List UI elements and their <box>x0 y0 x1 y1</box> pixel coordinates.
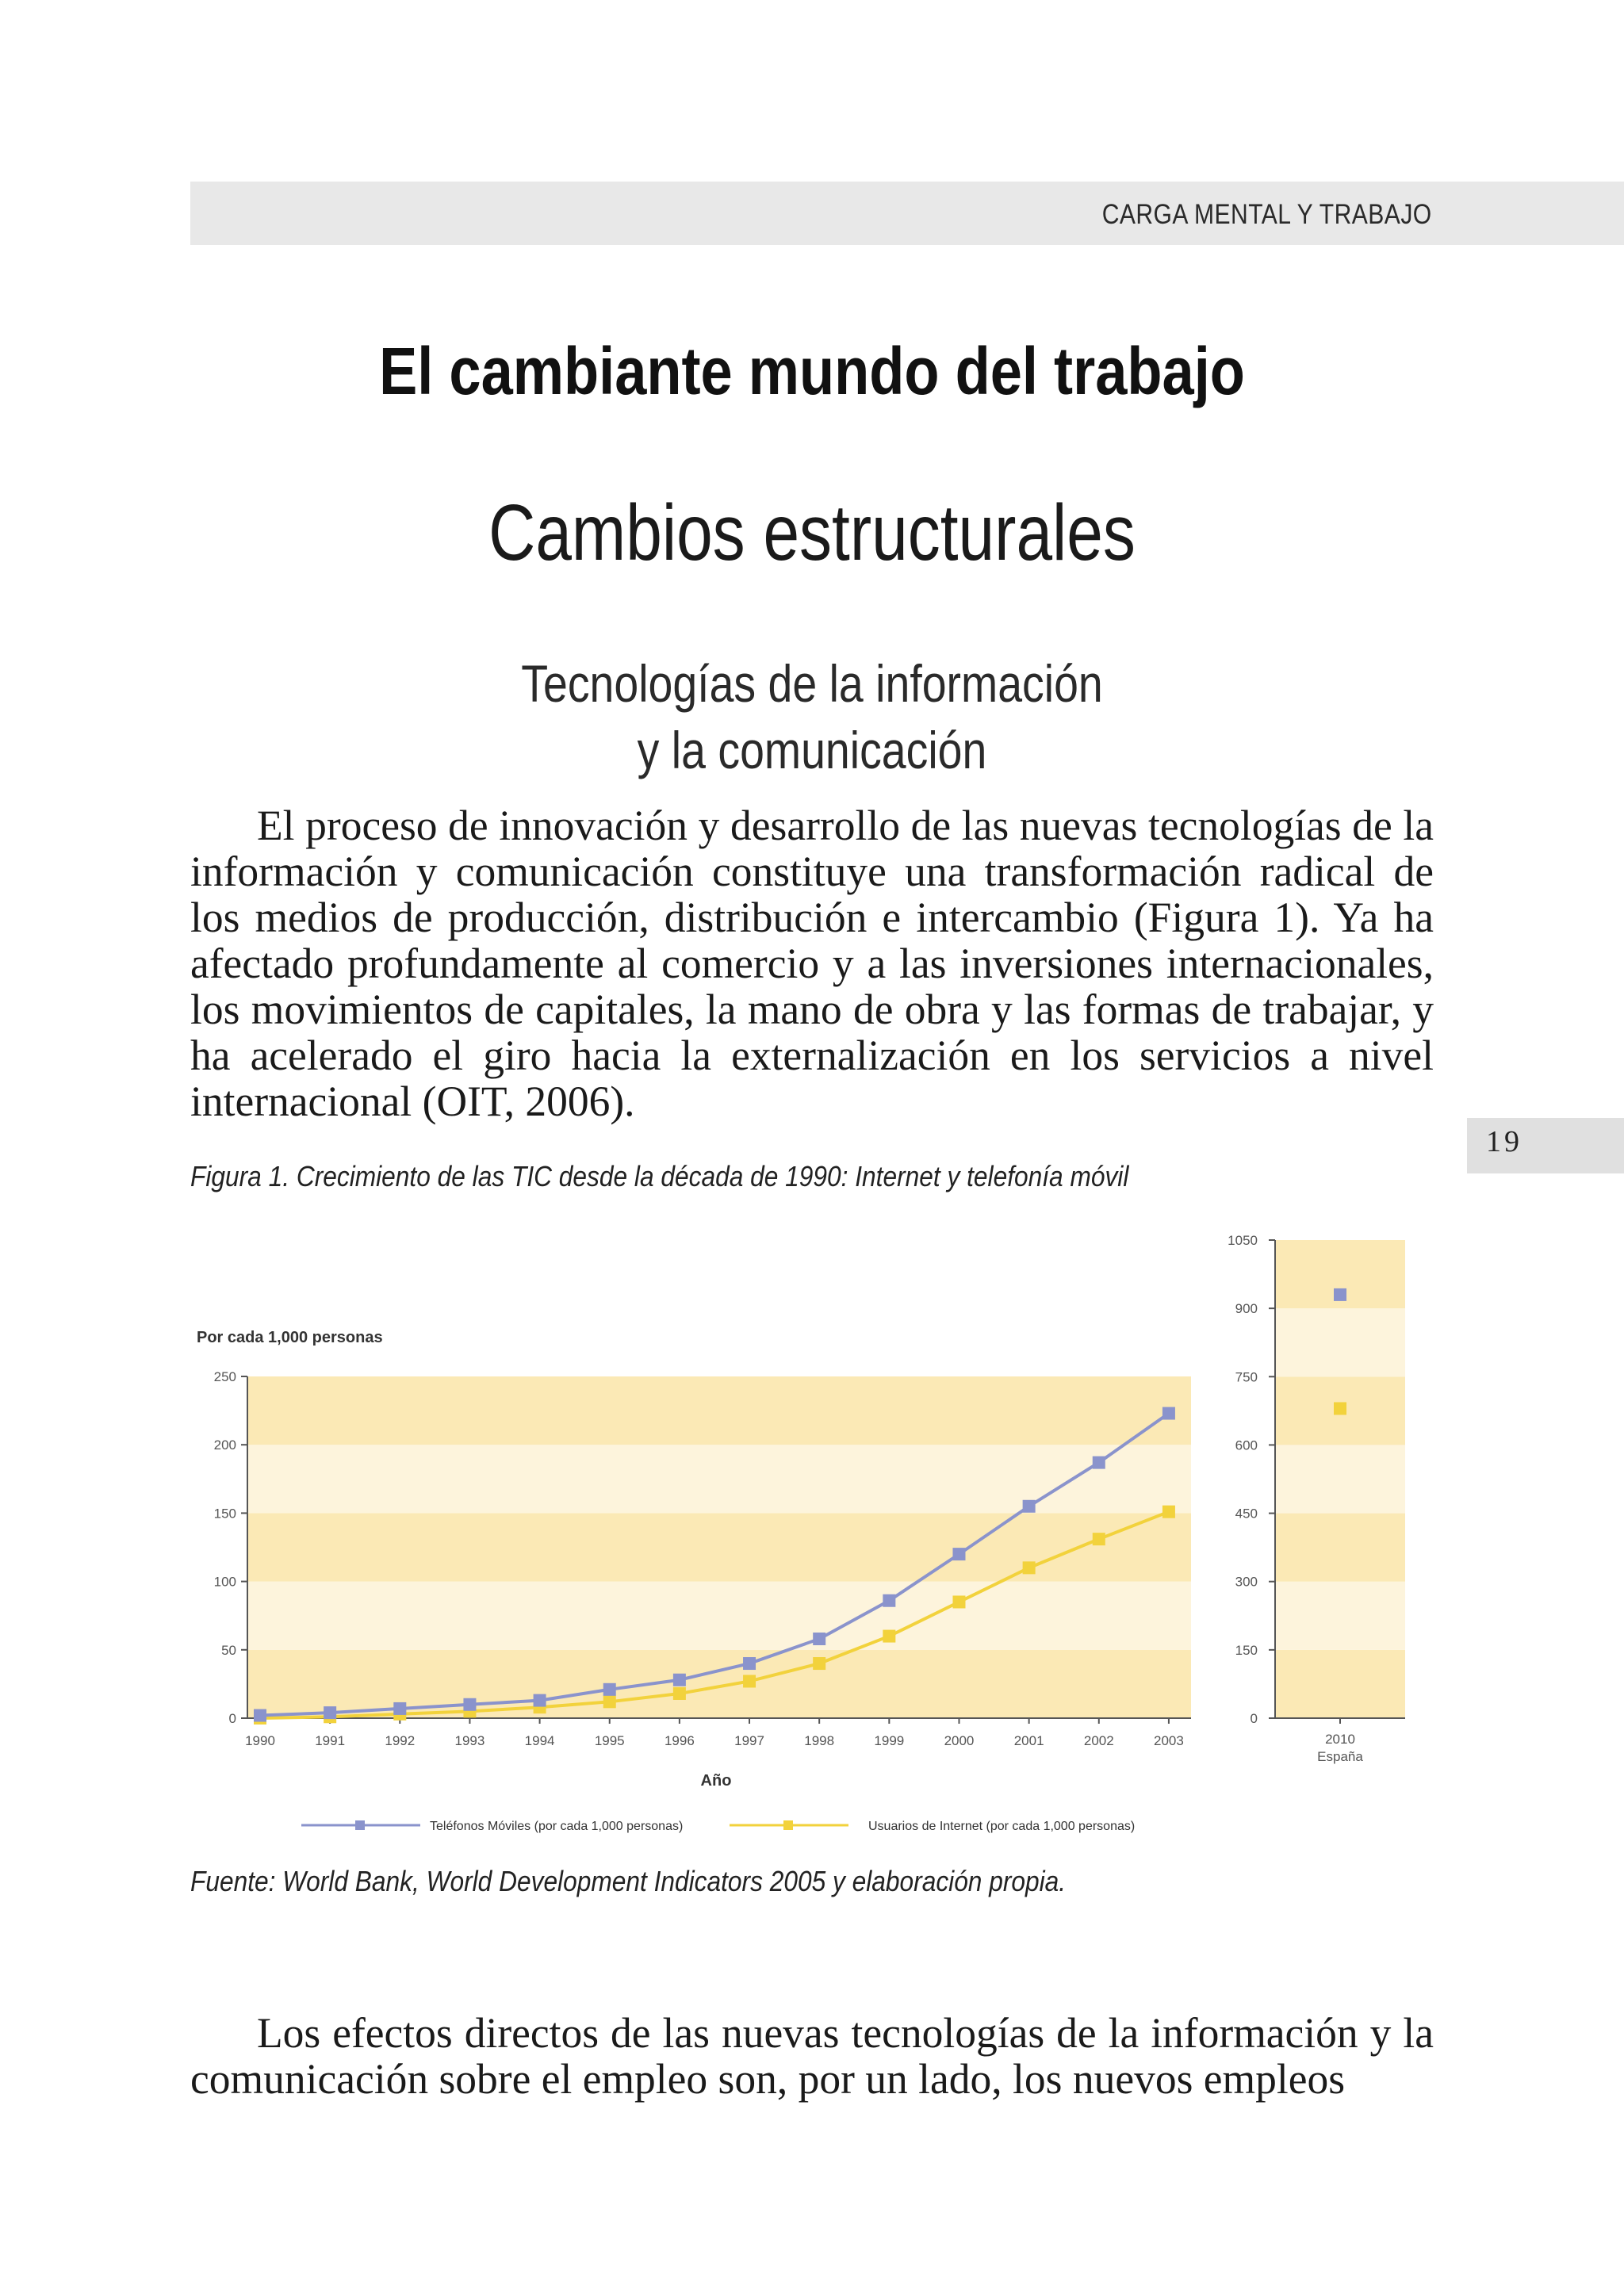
figure-caption: Figura 1. Crecimiento de las TIC desde la década de 1990: Internet y telefonía móvil <box>190 1160 1129 1192</box>
side-x-sublabel: España <box>1317 1749 1363 1764</box>
side-band <box>1275 1582 1405 1650</box>
legend <box>301 1820 1135 1833</box>
paragraph-text: Los efectos directos de las nuevas tecnologías de la información y la comunicación sobre el empleo son, por un lado, los nuevos empleos <box>190 2009 1434 2103</box>
side-y-tick-label: 0 <box>1250 1711 1258 1726</box>
side-y-tick-label: 450 <box>1235 1506 1258 1522</box>
side-band <box>1275 1514 1405 1582</box>
internet-point <box>883 1630 895 1643</box>
y-tick-label: 0 <box>228 1711 236 1726</box>
moviles-point <box>534 1694 546 1707</box>
legend-moviles-label: Teléfonos Móviles (por cada 1,000 personas) <box>430 1820 684 1833</box>
x-tick-label: 2003 <box>1154 1733 1184 1748</box>
y-tick-label: 50 <box>221 1642 236 1658</box>
moviles-point <box>393 1702 406 1715</box>
x-tick-label: 1997 <box>734 1733 764 1748</box>
main-band <box>247 1513 1191 1581</box>
main-chart-background <box>247 1376 1191 1718</box>
side-moviles-point <box>1334 1288 1346 1301</box>
internet-point <box>743 1675 756 1687</box>
legend-moviles-marker <box>355 1820 365 1830</box>
side-y-tick-label: 900 <box>1235 1301 1258 1317</box>
moviles-point <box>603 1683 616 1696</box>
side-y-tick-label: 300 <box>1235 1574 1258 1590</box>
internet-point <box>673 1687 686 1700</box>
subsection-title-line-1: Tecnologías de la información <box>521 654 1103 713</box>
moviles-point <box>254 1709 266 1722</box>
ict-growth-chart <box>190 1221 1427 1847</box>
y-tick-label: 100 <box>213 1574 236 1590</box>
moviles-point <box>1093 1457 1105 1469</box>
y-tick-label: 200 <box>213 1437 236 1453</box>
main-band <box>247 1582 1191 1650</box>
side-y-tick-label: 600 <box>1235 1437 1258 1453</box>
x-tick-label: 1999 <box>874 1733 905 1748</box>
moviles-point <box>952 1548 965 1560</box>
legend-internet-label: Usuarios de Internet (por cada 1,000 personas) <box>868 1820 1136 1833</box>
moviles-point <box>883 1594 895 1607</box>
x-tick-label: 1990 <box>245 1733 275 1748</box>
x-tick-label: 1994 <box>524 1733 555 1748</box>
side-y-tick-label: 1050 <box>1228 1233 1258 1248</box>
subsection-title <box>289 650 1334 783</box>
x-tick-label: 2000 <box>944 1733 975 1748</box>
side-y-tick-label: 150 <box>1235 1642 1258 1658</box>
internet-point <box>1162 1506 1175 1518</box>
y-axis-label: Por cada 1,000 personas <box>197 1329 383 1346</box>
header-bar <box>190 182 1624 245</box>
side-band <box>1275 1650 1405 1718</box>
x-tick-label: 1996 <box>664 1733 695 1748</box>
body-paragraph-1 <box>190 802 1434 1124</box>
paragraph-text: El proceso de innovación y desarrollo de las nuevas tecnologías de la información y comunicación constituye una transformación radical de los medios de producción, distribución e intercambio (Figura 1). Ya ha afectado profundamente al comercio y a las inversiones internacionales, los movimientos de capitales, la mano de obra y las formas de trabajar, y ha acelerado el giro hacia la externalización en los servicios a nivel internacional (OIT, 2006). <box>190 802 1434 1125</box>
x-tick-label: 1991 <box>315 1733 346 1748</box>
page-number: 19 <box>1486 1125 1522 1158</box>
legend-internet-marker <box>783 1820 793 1830</box>
section-title: Cambios estructurales <box>488 488 1136 577</box>
main-band <box>247 1376 1191 1445</box>
x-tick-label: 1992 <box>385 1733 416 1748</box>
x-tick-label: 1993 <box>454 1733 485 1748</box>
internet-point <box>603 1695 616 1708</box>
y-tick-label: 150 <box>213 1506 236 1522</box>
side-internet-point <box>1334 1402 1346 1414</box>
y-tick-label: 250 <box>213 1369 236 1384</box>
x-tick-label: 2002 <box>1083 1733 1114 1748</box>
side-x-tick-label: 2010 <box>1325 1732 1355 1747</box>
internet-point <box>813 1657 825 1670</box>
moviles-point <box>463 1698 476 1711</box>
x-axis-label: Año <box>700 1772 732 1790</box>
chapter-title: El cambiante mundo del trabajo <box>379 334 1245 408</box>
figure-source: Fuente: World Bank, World Development Indicators 2005 y elaboración propia. <box>190 1865 1067 1897</box>
running-head: CARGA MENTAL Y TRABAJO <box>1102 199 1432 230</box>
internet-point <box>952 1595 965 1608</box>
page-number-tab <box>1467 1118 1624 1173</box>
side-band <box>1275 1445 1405 1513</box>
subsection-title-line-2: y la comunicación <box>637 721 987 779</box>
side-band <box>1275 1308 1405 1376</box>
x-tick-label: 1995 <box>594 1733 625 1748</box>
internet-point <box>1023 1561 1036 1574</box>
moviles-point <box>673 1674 686 1686</box>
side-chart-background <box>1275 1240 1405 1718</box>
side-y-tick-label: 750 <box>1235 1369 1258 1385</box>
body-paragraph-2 <box>190 2010 1434 2102</box>
moviles-point <box>324 1706 336 1719</box>
moviles-point <box>743 1657 756 1670</box>
moviles-point <box>1162 1407 1175 1420</box>
x-tick-label: 1998 <box>804 1733 835 1748</box>
moviles-point <box>1023 1500 1036 1513</box>
x-tick-label: 2001 <box>1013 1733 1044 1748</box>
moviles-point <box>813 1633 825 1645</box>
main-band <box>247 1445 1191 1513</box>
internet-point <box>1093 1533 1105 1545</box>
